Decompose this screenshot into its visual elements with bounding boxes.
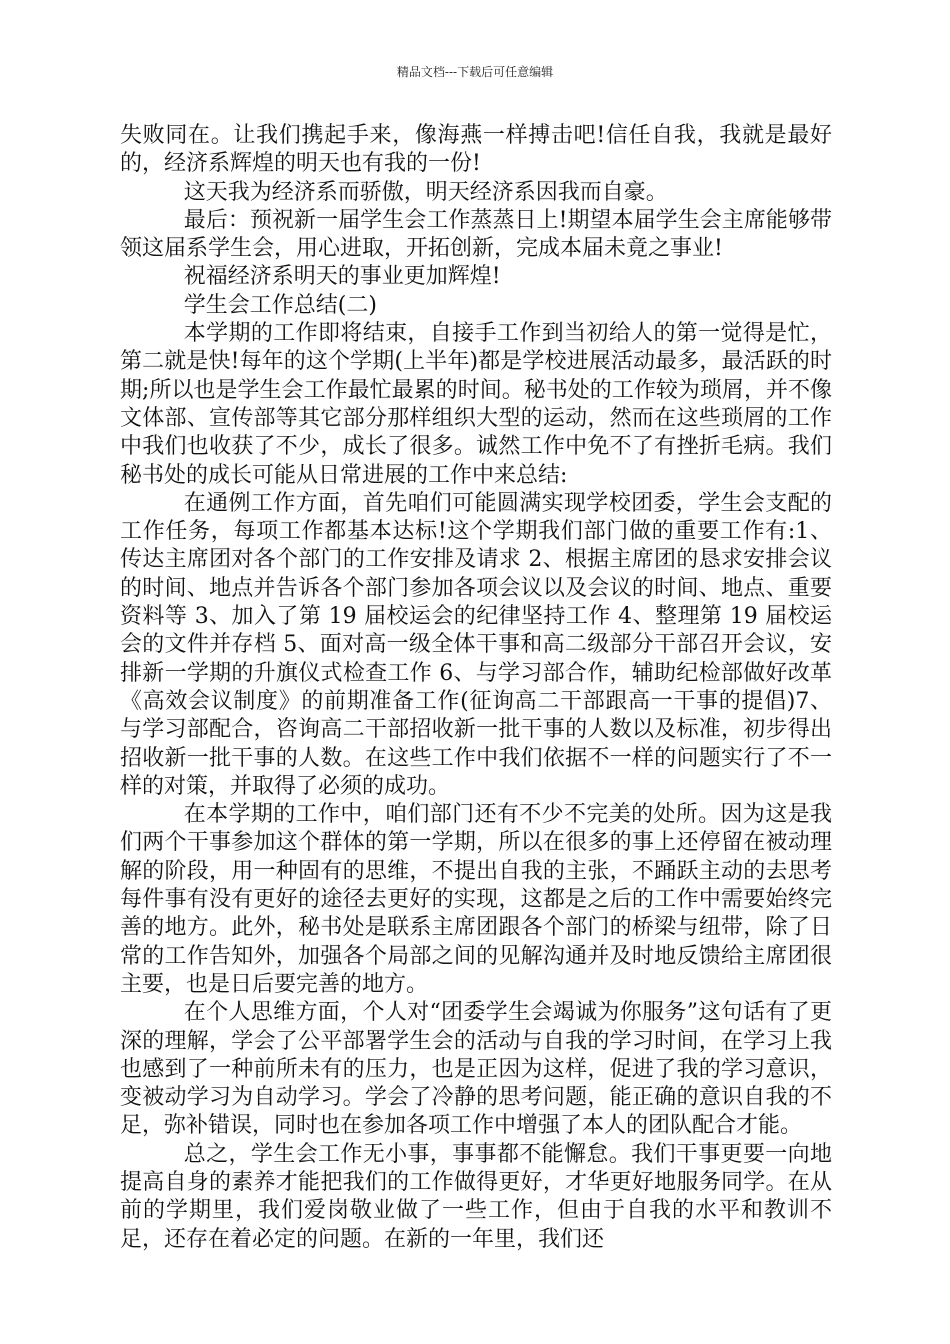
paragraph: 最后：预祝新一届学生会工作蒸蒸日上!期望本届学生会主席能够带领这届系学生会，用心进取，开拓创新，完成本届未竟之事业! [120,207,832,262]
paragraph: 祝福经济系明天的事业更加辉煌! [183,264,501,290]
paragraph: 失败同在。让我们携起手来，像海燕一样搏击吧!信任自我，我就是最好的，经济系辉煌的明天也有我的一份! [120,123,832,177]
paragraph: 这天我为经济系而骄傲，明天经济系因我而自豪。 [183,179,668,205]
paragraph: 在通例工作方面，首先咱们可能圆满实现学校团委，学生会支配的工作任务，每项工作都基本达标!这个学期我们部门做的重要工作有:1、传达主席团对各个部门的工作安排及请求 2、根据主席团的恳求安排会议的时间、地点并告诉各个部门参加各项会议以及会议的时间、地点、重要资料等 3、加入了第 19 届校运会的纪律坚持工作 4、整理第 19 届校运会的文件并存档 5、面对高一级全体干事和高二级部分干部召开会议，安排新一学期的升旗仪式检查工作 6、与学习部合作，辅助纪检部做好改革《高效会议制度》的前期准备工作(征询高二干部跟高一干事的提倡)7、与学习部配合，咨询高二干部招收新一批干事的人数以及标准，初步得出招收新一批干事的人数。在这些工作中我们依据不一样的问题实行了不一样的对策，并取得了必须的成功。 [120,490,832,799]
paragraph: 在个人思维方面，个人对“团委学生会竭诚为你服务”这句话有了更深的理解，学会了公平部署学生会的活动与自我的学习时间，在学习上我也感到了一种前所未有的压力，也是正因为这样，促进了我的学习意识，变被动学习为自动学习。学会了冷静的思考问题，能正确的意识自我的不足，弥补错误，同时也在参加各项工作中增强了本人的团队配合才能。 [120,1000,832,1139]
paragraph: 本学期的工作即将结束，自接手工作到当初给人的第一觉得是忙，第二就是快!每年的这个学期(上半年)都是学校进展活动最多，最活跃的时期;所以也是学生会工作最忙最累的时间。秘书处的工作较为琐屑，并不像文体部、宣传部等其它部分那样组织大型的运动，然而在这些琐屑的工作中我们也收获了不少，成长了很多。诚然工作中免不了有挫折毛病。我们秘书处的成长可能从日常进展的工作中来总结: [120,321,832,488]
paragraph: 总之，学生会工作无小事，事事都不能懈怠。我们干事更要一向地提高自身的素养才能把我们的工作做得更好，才华更好地服务同学。在从前的学期里，我们爱岗敬业做了一些工作，但由于自我的水平和教训不足，还存在着必定的问题。在新的一年里，我们还 [120,1141,832,1252]
page-header: 精品文档---下载后可任意编辑 [396,65,554,79]
paragraph: 在本学期的工作中，咱们部门还有不少不完美的处所。因为这是我们两个干事参加这个群体的第一学期，所以在很多的事上还停留在被动理解的阶段，用一种固有的思维，不提出自我的主张，不踊跃主动的去思考每件事有没有更好的途径去更好的实现，这都是之后的工作中需要始终完善的地方。此外，秘书处是联系主席团跟各个部门的桥梁与纽带，除了日常的工作告知外，加强各个局部之间的见解沟通并及时地反馈给主席团很主要，也是日后要完善的地方。 [120,802,832,997]
document-body [120,122,832,1254]
section-title: 学生会工作总结(二) [183,292,377,318]
